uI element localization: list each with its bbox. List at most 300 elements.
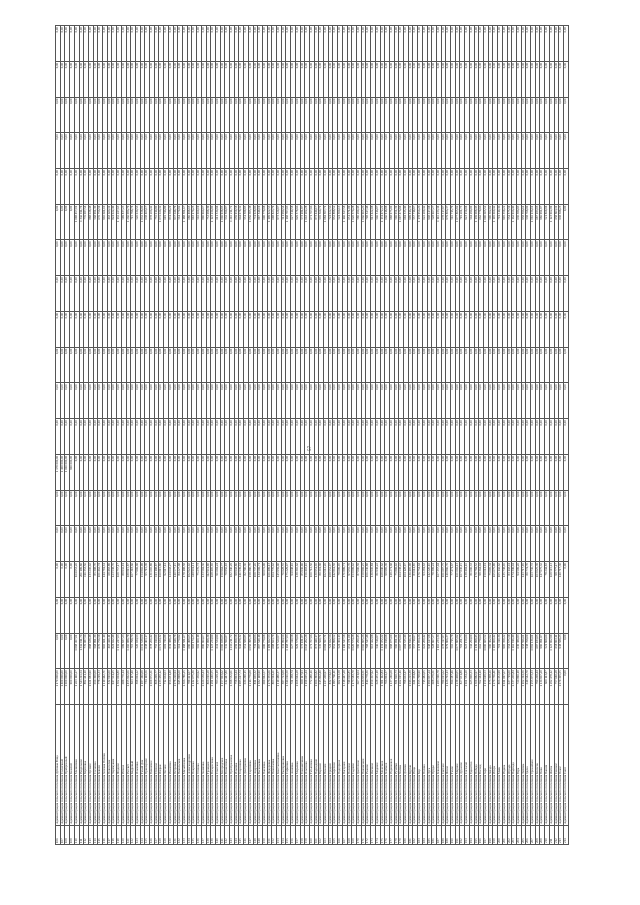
amount-cell: 520 034,53 [135, 633, 140, 669]
amount-cell: 0,00 [103, 347, 108, 383]
amount-cell: 0,00 [277, 168, 282, 204]
amount-cell: 0,00 [422, 240, 427, 276]
amount-cell: 0,00 [314, 347, 319, 383]
recipient-name-cell: Администрация сельского поселения Холмы [399, 705, 404, 826]
amount-cell: 0,00 [65, 311, 70, 347]
amount-cell: 0,00 [126, 383, 131, 419]
amount-cell: 463 426,11 [107, 633, 112, 669]
amount-cell: 0,00 [559, 597, 564, 633]
amount-cell: 0,00 [126, 133, 131, 169]
amount-cell: 0,00 [93, 347, 98, 383]
amount-cell: 0,00 [319, 383, 324, 419]
amount-cell: 0,00 [248, 597, 253, 633]
amount-cell: 1 302 004,80 [117, 669, 122, 705]
amount-cell: 0,00 [272, 490, 277, 526]
amount-cell: 0,00 [347, 490, 352, 526]
amount-cell: 676 756,59 [98, 633, 103, 669]
amount-cell: 0,00 [225, 454, 230, 490]
budget-table-body [56, 26, 569, 845]
row-number-cell: 162 [319, 826, 324, 845]
amount-cell: 0,00 [493, 526, 498, 562]
amount-cell: 0,00 [455, 240, 460, 276]
amount-cell: 0,00 [324, 26, 329, 62]
amount-cell: 1 162 916,40 [512, 633, 517, 669]
amount-cell: 892 441,10 [84, 669, 89, 705]
amount-cell: 1 000 605,52 [483, 204, 488, 240]
page-number: 57 [308, 446, 313, 451]
amount-cell: 973 520,97 [277, 633, 282, 669]
amount-cell: 0,00 [502, 133, 507, 169]
amount-cell: 0,00 [479, 240, 484, 276]
amount-cell: 0,00 [441, 347, 446, 383]
amount-cell: 0,00 [404, 383, 409, 419]
amount-cell: 1 077 865,92 [455, 204, 460, 240]
amount-cell: 0,00 [145, 311, 150, 347]
amount-cell: 0,00 [512, 276, 517, 312]
amount-cell: 0,00 [225, 61, 230, 97]
amount-cell: 0,00 [408, 454, 413, 490]
amount-cell: 0,00 [154, 311, 159, 347]
amount-cell: 0,00 [324, 61, 329, 97]
amount-cell: 666 918,98 [385, 204, 390, 240]
amount-cell: 772 480,16 [309, 669, 314, 705]
amount-cell: 0,00 [286, 168, 291, 204]
amount-cell: 0,00 [56, 562, 61, 598]
amount-cell: 0,00 [135, 276, 140, 312]
row-number-cell: 163 [324, 826, 329, 845]
amount-cell: 0,00 [60, 133, 65, 169]
row-number-cell: 204 [516, 826, 521, 845]
amount-cell: 0,00 [154, 490, 159, 526]
amount-cell: 0,00 [446, 454, 451, 490]
amount-cell: 0,00 [56, 383, 61, 419]
amount-cell: 0,00 [516, 454, 521, 490]
amount-cell: 0,00 [507, 454, 512, 490]
amount-cell: 0,00 [366, 311, 371, 347]
amount-cell: 0,00 [422, 526, 427, 562]
amount-cell: 0,00 [135, 347, 140, 383]
amount-cell: 0,00 [531, 490, 536, 526]
amount-cell: 0,00 [399, 26, 404, 62]
amount-cell: 0,00 [281, 383, 286, 419]
amount-cell: 0,00 [460, 383, 465, 419]
amount-cell: 0,00 [220, 61, 225, 97]
amount-cell: 0,00 [178, 61, 183, 97]
amount-cell: 506 051,31 [394, 633, 399, 669]
amount-cell: 0,00 [460, 240, 465, 276]
amount-cell: 0,00 [267, 490, 272, 526]
amount-cell: 0,00 [394, 26, 399, 62]
row-number-cell: 201 [502, 826, 507, 845]
amount-cell: 659 959,58 [234, 633, 239, 669]
amount-cell: 0,00 [309, 490, 314, 526]
amount-cell: 0,00 [526, 454, 531, 490]
amount-cell: 0,00 [230, 240, 235, 276]
amount-cell: 615 862,40 [319, 669, 324, 705]
amount-cell: 0,00 [220, 97, 225, 133]
amount-cell: 1 188 581,67 [182, 204, 187, 240]
amount-cell: 0,00 [498, 526, 503, 562]
amount-cell: 958 596,61 [521, 633, 526, 669]
amount-cell: 0,00 [168, 311, 173, 347]
row-number-cell: 214 [563, 826, 568, 845]
amount-cell: 0,00 [399, 97, 404, 133]
amount-cell: 0,00 [239, 276, 244, 312]
amount-cell: 0,00 [258, 526, 263, 562]
amount-cell: 0,00 [483, 168, 488, 204]
amount-cell: 1 400 000,00 [60, 669, 65, 705]
amount-cell: 0,00 [324, 526, 329, 562]
amount-cell: 686 498,65 [187, 204, 192, 240]
amount-cell: 0,00 [371, 311, 376, 347]
amount-cell: 0,00 [385, 490, 390, 526]
amount-cell: 0,00 [357, 419, 362, 455]
amount-cell: 0,00 [305, 383, 310, 419]
amount-cell: 0,00 [262, 133, 267, 169]
amount-cell: 0,00 [74, 383, 79, 419]
amount-cell: 134 569,71 [258, 562, 263, 598]
amount-cell: 0,00 [187, 61, 192, 97]
recipient-name-cell: Администрация сельского поселения Малиновка [74, 705, 79, 826]
amount-cell: 0,00 [239, 490, 244, 526]
amount-cell: 78 244,83 [545, 562, 550, 598]
amount-cell: 0,00 [498, 133, 503, 169]
amount-cell: 0,00 [145, 490, 150, 526]
amount-cell: 0,00 [540, 133, 545, 169]
amount-cell: 0,00 [135, 26, 140, 62]
amount-cell: 948 617,08 [427, 633, 432, 669]
amount-cell: 0,00 [88, 168, 93, 204]
amount-cell: 0,00 [135, 526, 140, 562]
amount-cell: 0,00 [164, 61, 169, 97]
amount-cell: 0,00 [74, 240, 79, 276]
amount-cell: 0,00 [526, 383, 531, 419]
amount-cell: 0,00 [549, 61, 554, 97]
amount-cell: 831 388,21 [168, 204, 173, 240]
amount-cell: 0,00 [483, 526, 488, 562]
amount-cell: 0,00 [404, 168, 409, 204]
amount-cell: 0,00 [324, 133, 329, 169]
amount-cell: 0,00 [385, 240, 390, 276]
amount-cell: 724 896,19 [516, 669, 521, 705]
row-number-cell: 155 [286, 826, 291, 845]
amount-cell: 0,00 [333, 490, 338, 526]
amount-cell: 0,00 [131, 311, 136, 347]
amount-cell: 0,00 [554, 454, 559, 490]
amount-cell: 0,00 [244, 97, 249, 133]
amount-cell: 0,00 [422, 133, 427, 169]
amount-cell: 0,00 [295, 419, 300, 455]
amount-cell: 1 266 086,79 [126, 204, 131, 240]
amount-cell: 0,00 [385, 419, 390, 455]
amount-cell: 0,00 [248, 61, 253, 97]
amount-cell: 0,00 [98, 311, 103, 347]
row-number-cell: 157 [295, 826, 300, 845]
amount-cell: 0,00 [187, 311, 192, 347]
amount-cell: 0,00 [309, 347, 314, 383]
amount-cell: 0,00 [380, 61, 385, 97]
amount-cell: 0,00 [234, 347, 239, 383]
amount-cell: 1 132 247,63 [117, 633, 122, 669]
amount-cell: 0,00 [361, 133, 366, 169]
amount-cell: 0,00 [413, 133, 418, 169]
amount-cell: 0,00 [389, 383, 394, 419]
amount-cell: 0,00 [168, 454, 173, 490]
amount-cell: 0,00 [404, 347, 409, 383]
amount-cell: 1 102 314,56 [521, 669, 526, 705]
row-number-cell: 111 [79, 826, 84, 845]
amount-cell: 0,00 [413, 311, 418, 347]
amount-cell: 0,00 [262, 526, 267, 562]
amount-cell: 0,00 [253, 276, 258, 312]
amount-cell: 0,00 [366, 26, 371, 62]
amount-cell: 0,00 [488, 347, 493, 383]
amount-cell: 0,00 [549, 97, 554, 133]
amount-cell: 0,00 [516, 490, 521, 526]
amount-cell: 0,00 [159, 168, 164, 204]
amount-cell: 0,00 [309, 61, 314, 97]
amount-cell: 0,00 [385, 133, 390, 169]
amount-cell: 0,00 [526, 240, 531, 276]
amount-cell: 0,00 [121, 419, 126, 455]
amount-cell: 0,00 [324, 454, 329, 490]
amount-cell: 0,00 [150, 168, 155, 204]
amount-cell: 0,00 [545, 276, 550, 312]
amount-cell: 0,00 [79, 133, 84, 169]
amount-cell: 0,00 [112, 240, 117, 276]
amount-cell: 0,00 [272, 133, 277, 169]
recipient-name-cell: Администрация сельского поселения Павловка [262, 705, 267, 826]
amount-cell: 0,00 [361, 419, 366, 455]
amount-cell: 0,00 [427, 490, 432, 526]
amount-cell: 538 768,00 [526, 633, 531, 669]
amount-cell: 0,00 [474, 61, 479, 97]
amount-cell: 1 400 000,00 [60, 454, 65, 490]
amount-cell: 0,00 [526, 61, 531, 97]
amount-cell: 0,00 [121, 383, 126, 419]
amount-cell: 0,00 [333, 347, 338, 383]
row-number-cell: 168 [347, 826, 352, 845]
amount-cell: 634 290,15 [244, 669, 249, 705]
amount-cell: 0,00 [98, 97, 103, 133]
amount-cell: 0,00 [549, 240, 554, 276]
amount-cell: 0,00 [70, 383, 75, 419]
amount-cell: 100 712,50 [309, 562, 314, 598]
amount-cell: 0,00 [413, 454, 418, 490]
amount-cell: 0,00 [319, 240, 324, 276]
row-number-cell: 212 [554, 826, 559, 845]
amount-cell: 0,00 [559, 419, 564, 455]
amount-cell: 923 150,04 [465, 633, 470, 669]
amount-cell: 0,00 [512, 133, 517, 169]
amount-cell: 0,00 [295, 383, 300, 419]
amount-cell: 0,00 [107, 26, 112, 62]
amount-cell: 0,00 [84, 419, 89, 455]
amount-cell: 0,00 [432, 240, 437, 276]
amount-cell: 0,00 [474, 383, 479, 419]
amount-cell: 0,00 [371, 26, 376, 62]
amount-cell: 0,00 [154, 26, 159, 62]
amount-cell: 0,00 [225, 168, 230, 204]
amount-cell: 0,00 [112, 276, 117, 312]
amount-cell: 0,00 [498, 383, 503, 419]
amount-cell: 0,00 [107, 97, 112, 133]
amount-cell: 897 549,19 [258, 633, 263, 669]
amount-cell: 0,00 [258, 26, 263, 62]
amount-cell: 0,00 [535, 61, 540, 97]
row-number-cell: 199 [493, 826, 498, 845]
amount-cell: 0,00 [342, 26, 347, 62]
amount-cell: 0,00 [493, 133, 498, 169]
amount-cell: 1 344 016,50 [286, 669, 291, 705]
amount-cell: 0,00 [211, 454, 216, 490]
amount-cell: 0,00 [333, 597, 338, 633]
amount-cell: 0,00 [70, 597, 75, 633]
amount-cell: 0,00 [380, 347, 385, 383]
recipient-name-cell: Администрация сельского поселения Надежда [512, 705, 517, 826]
amount-cell: 0,00 [258, 133, 263, 169]
amount-cell: 0,00 [121, 168, 126, 204]
amount-cell: 142 220,16 [427, 562, 432, 598]
amount-cell: 0,00 [262, 311, 267, 347]
amount-cell: 0,00 [267, 311, 272, 347]
amount-cell: 0,00 [352, 383, 357, 419]
row-number-cell: 121 [126, 826, 131, 845]
amount-cell: 0,00 [117, 490, 122, 526]
amount-cell: 0,00 [413, 597, 418, 633]
amount-cell: 0,00 [314, 526, 319, 562]
amount-cell: 0,00 [84, 526, 89, 562]
amount-cell: 0,00 [258, 311, 263, 347]
amount-cell: 554 575,59 [507, 204, 512, 240]
amount-cell: 0,00 [98, 240, 103, 276]
amount-cell: 101 462,74 [98, 562, 103, 598]
amount-cell: 0,00 [248, 168, 253, 204]
amount-cell: 0,00 [408, 97, 413, 133]
amount-cell: 0,00 [70, 311, 75, 347]
row-number-cell: 174 [375, 826, 380, 845]
amount-cell: 0,00 [512, 311, 517, 347]
row-number-cell: 128 [159, 826, 164, 845]
amount-cell: 69 483,89 [107, 562, 112, 598]
amount-cell: 0,00 [88, 347, 93, 383]
amount-cell: 0,00 [201, 26, 206, 62]
amount-cell: 0,00 [305, 133, 310, 169]
amount-cell: 0,00 [253, 97, 258, 133]
amount-cell: 913 422,08 [371, 204, 376, 240]
amount-cell: 0,00 [60, 61, 65, 97]
amount-cell: 201 199,80 [79, 562, 84, 598]
amount-cell: 0,00 [366, 347, 371, 383]
amount-cell: 0,00 [187, 347, 192, 383]
amount-cell: 1 263 110,27 [74, 669, 79, 705]
row-number-cell: 176 [385, 826, 390, 845]
amount-cell: 0,00 [549, 26, 554, 62]
amount-cell: 0,00 [145, 133, 150, 169]
recipient-name-cell: Администрация сельского поселения Рассвет [126, 705, 131, 826]
amount-cell: 0,00 [314, 383, 319, 419]
amount-cell: 0,00 [206, 61, 211, 97]
amount-cell: 0,00 [258, 168, 263, 204]
amount-cell: 827 031,88 [460, 669, 465, 705]
amount-cell: 0,00 [65, 240, 70, 276]
amount-cell: 0,00 [324, 383, 329, 419]
recipient-name-cell: Администрация сельского поселения Прибрежный [65, 705, 70, 826]
amount-cell: 0,00 [549, 454, 554, 490]
amount-cell: 0,00 [483, 97, 488, 133]
row-number-cell: 205 [521, 826, 526, 845]
amount-cell: 0,00 [399, 133, 404, 169]
recipient-name-cell: Администрация сельского поселения Любовь [521, 705, 526, 826]
amount-cell: 0,00 [88, 311, 93, 347]
amount-cell: 0,00 [319, 133, 324, 169]
amount-cell: 0,00 [502, 61, 507, 97]
amount-cell: 0,00 [164, 240, 169, 276]
amount-cell: 0,00 [234, 26, 239, 62]
recipient-name-cell: Администрация сельского поселения Родина [502, 705, 507, 826]
amount-cell: 0,00 [262, 419, 267, 455]
amount-cell: 0,00 [154, 240, 159, 276]
amount-cell: 0,00 [65, 133, 70, 169]
amount-cell: 0,00 [281, 26, 286, 62]
amount-cell: 0,00 [446, 311, 451, 347]
amount-cell: 0,00 [178, 133, 183, 169]
row-number-cell: 169 [352, 826, 357, 845]
amount-cell: 0,00 [399, 383, 404, 419]
amount-cell: 0,00 [220, 240, 225, 276]
amount-cell: 0,00 [131, 26, 136, 62]
amount-cell: 0,00 [535, 597, 540, 633]
amount-cell: 0,00 [88, 383, 93, 419]
amount-cell: 0,00 [413, 26, 418, 62]
amount-cell: 0,00 [121, 347, 126, 383]
amount-cell: 0,00 [493, 61, 498, 97]
amount-cell: 0,00 [531, 419, 536, 455]
amount-cell: 0,00 [540, 597, 545, 633]
amount-cell: 0,00 [507, 419, 512, 455]
amount-cell: 0,00 [267, 419, 272, 455]
amount-cell: 0,00 [385, 61, 390, 97]
amount-cell: 0,00 [211, 61, 216, 97]
amount-cell: 715 798,74 [131, 204, 136, 240]
amount-cell: 0,00 [211, 347, 216, 383]
amount-cell: 0,00 [230, 61, 235, 97]
amount-cell: 0,00 [295, 490, 300, 526]
amount-cell: 1 072 634,32 [159, 633, 164, 669]
amount-cell: 0,00 [493, 168, 498, 204]
amount-cell: 1 216 211,72 [230, 633, 235, 669]
amount-cell: 0,00 [328, 240, 333, 276]
amount-cell: 0,00 [291, 490, 296, 526]
amount-cell: 0,00 [352, 597, 357, 633]
amount-cell: 1 097 476,94 [399, 633, 404, 669]
amount-cell: 0,00 [140, 26, 145, 62]
recipient-name-cell: Администрация сельского поселения Полевое [347, 705, 352, 826]
amount-cell: 790 208,44 [535, 669, 540, 705]
amount-cell: 0,00 [295, 311, 300, 347]
amount-cell: 0,00 [526, 97, 531, 133]
amount-cell: 0,00 [465, 133, 470, 169]
amount-cell: 0,00 [70, 490, 75, 526]
amount-cell: 76 628,55 [281, 562, 286, 598]
amount-cell: 0,00 [314, 276, 319, 312]
amount-cell: 0,00 [451, 276, 456, 312]
amount-cell: 0,00 [531, 133, 536, 169]
amount-cell: 0,00 [394, 347, 399, 383]
amount-cell: 0,00 [159, 597, 164, 633]
amount-cell: 0,00 [93, 490, 98, 526]
amount-cell: 0,00 [79, 347, 84, 383]
